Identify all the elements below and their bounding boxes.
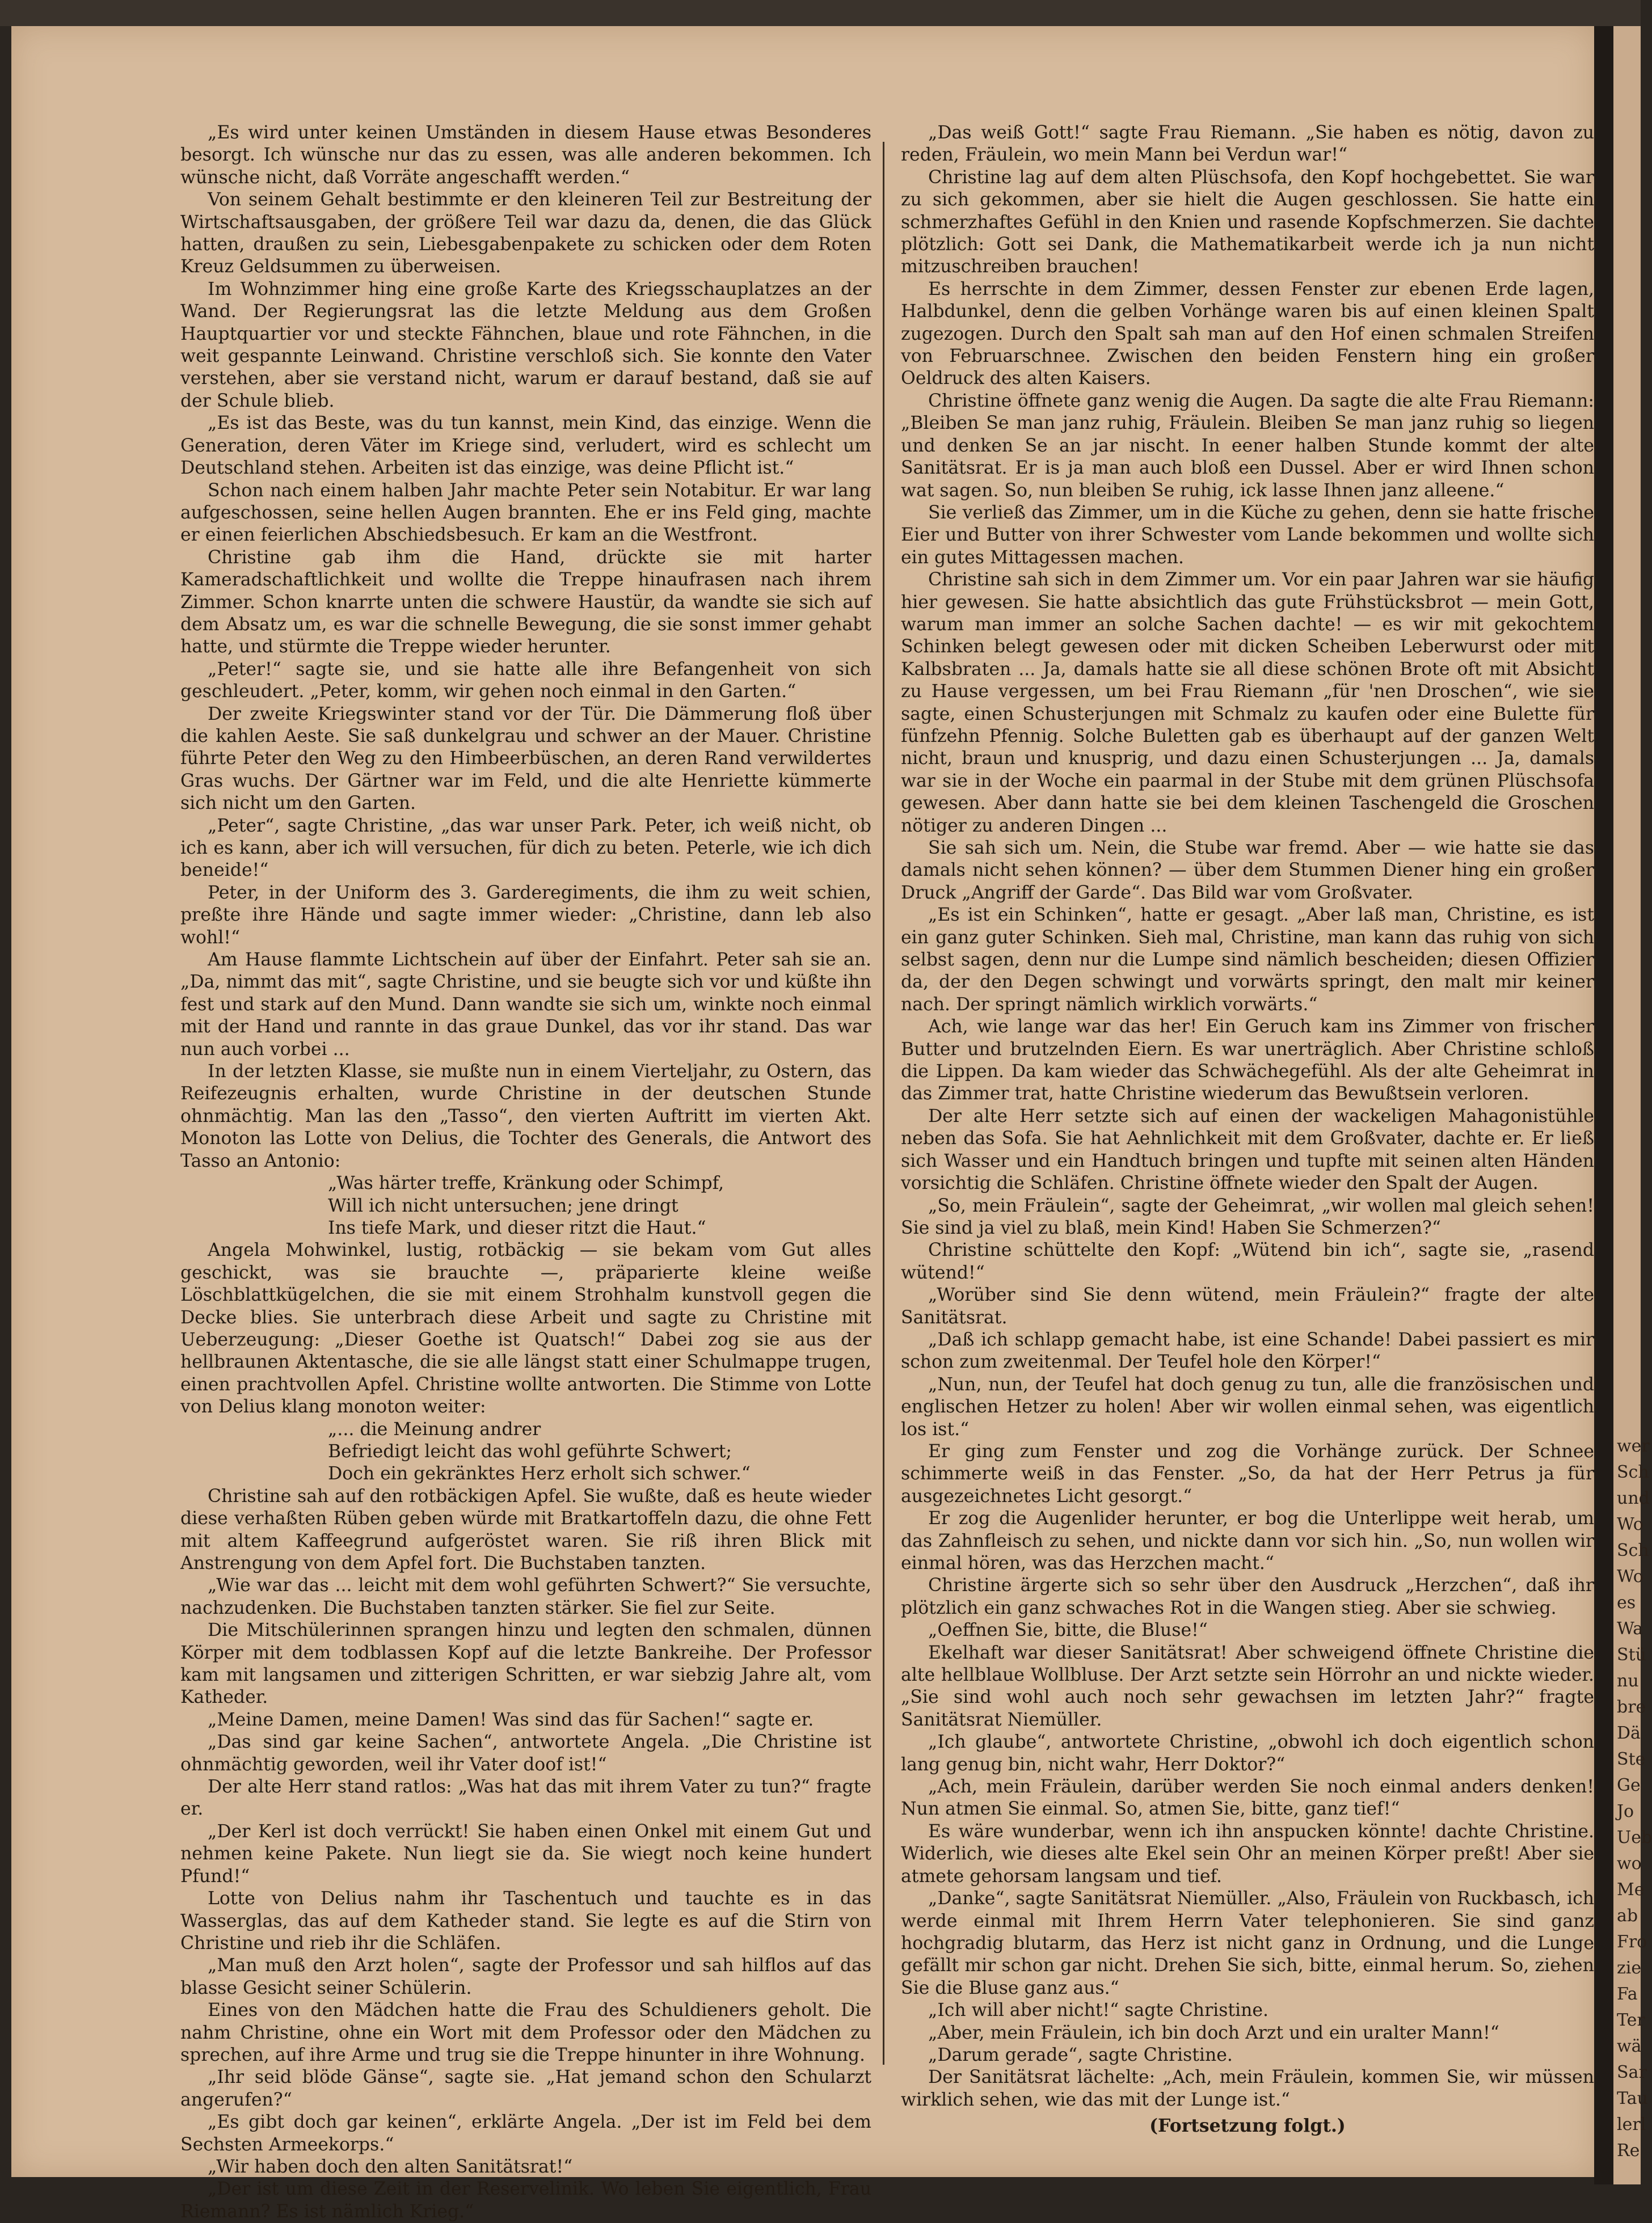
paragraph: Im Wohnzimmer hing eine große Karte des Kriegsschauplatzes an der Wand. Der Regierungsrat las die letzte Meldung aus dem Großen Hauptquartier vor und steckte Fähnchen, blaue und rote Fähnchen, in die weit gespannte Leinwand. Christine verschloß sich. Sie konnte den Vater verstehen, aber sie verstand nicht, warum er darauf bestand, daß sie auf der Schule blieb. <box>180 279 871 411</box>
verse-line: Doch ein gekränktes Herz erholt sich schwer.“ <box>328 1463 751 1484</box>
paragraph: „Es gibt doch gar keinen“, erklärte Angela. „Der ist im Feld bei dem Sechsten Armeekorps.“ <box>180 2112 871 2155</box>
paragraph: In der letzten Klasse, sie mußte nun in einem Vierteljahr, zu Ostern, das Reifezeugnis erhalten, wurde Christine in der deutschen Stunde ohnmächtig. Man las den „Tasso“, den vierten Auftritt im vierten Akt. Monoton las Lotte von Delius, die Tochter des Generals, die Antwort des Tasso an Antonio: <box>180 1061 871 1171</box>
continuation-note: (Fortsetzung folgt.) <box>1149 2115 1346 2137</box>
verse-line: „Was härter treffe, Kränkung oder Schimpf, <box>328 1173 724 1194</box>
paragraph: Der zweite Kriegswinter stand vor der Tür. Die Dämmerung floß über die kahlen Aeste. Sie saß dunkelgrau und schwer an der Mauer. Christine führte Peter den Weg zu den Himbeerbüschen, an deren Rand verwildertes Gras wuchs. Der Gärtner war im Feld, und die alte Henriette kümmerte sich nicht um den Garten. <box>180 703 871 814</box>
paragraph: „Oeffnen Sie, bitte, die Bluse!“ <box>928 1620 1208 1641</box>
paragraph: „Danke“, sagte Sanitätsrat Niemüller. „Also, Fräulein von Ruckbasch, ich werde einmal mit Ihrem Herrn Vater telephonieren. Sie sind ganz hochgradig blutarm, das Herz ist nicht ganz in Ordnung, und die Lunge gefällt mir schon gar nicht. Drehen Sie sich, bitte, einmal herum. So, ziehen Sie die Bluse ganz aus.“ <box>901 1888 1594 1998</box>
adjacent-page-fragment: wer <box>1617 1436 1650 1456</box>
left-text-column <box>180 122 871 2222</box>
adjacent-page-fragment: Wo <box>1617 1567 1643 1587</box>
paragraph: „Peter“, sagte Christine, „das war unser Park. Peter, ich weiß nicht, ob ich es kann, aber ich will versuchen, für dich zu beten. Peterle, wie ich dich beneide!“ <box>180 815 871 881</box>
right-text-column <box>901 122 1594 2137</box>
paragraph: Der Sanitätsrat lächelte: „Ach, mein Fräulein, kommen Sie, wir müssen wirklich sehen, wie das mit der Lunge ist.“ <box>901 2067 1594 2110</box>
paragraph: „Es ist das Beste, was du tun kannst, mein Kind, das einzige. Wenn die Generation, deren Väter im Kriege sind, verludert, wird es schlecht um Deutschland stehen. Arbeiten ist das einzige, was deine Pflicht ist.“ <box>180 413 871 479</box>
adjacent-page-fragment: und <box>1617 1488 1650 1508</box>
paragraph: Eines von den Mädchen hatte die Frau des Schuldieners geholt. Die nahm Christine, ohne ein Wort mit dem Professor oder den Mädchen zu sprechen, auf ihre Arme und trug sie die Treppe hinunter in ihre Wohnung. <box>180 2000 871 2065</box>
adjacent-page-fragment: Dä <box>1617 1723 1641 1743</box>
adjacent-page-fragment: Wo <box>1617 1515 1643 1534</box>
adjacent-page-fragment: Sch <box>1617 1462 1649 1482</box>
paragraph: „Es ist ein Schinken“, hatte er gesagt. „Aber laß man, Christine, es ist ein ganz guter Schinken. Sieh mal, Christine, man kann das ruhig von sich selbst sagen, denn nur die Lumpe sind nämlich bescheiden; diesen Offizier da, der den Degen schwingt und vorwärts springt, den malt mir keiner nach. Der springt nämlich wirklich vorwärts.“ <box>901 905 1594 1015</box>
paragraph: Christine sah sich in dem Zimmer um. Vor ein paar Jahren war sie häufig hier gewesen. Sie hatte absichtlich das gute Frühstücksbrot — mein Gott, warum man immer an solche Sachen dachte! — es wir mit gekochtem Schinken belegt gewesen oder mit dicken Scheiben Leberwurst oder mit Kalbsbraten ... Ja, damals hatte sie all diese schönen Brote oft mit Absicht zu Hause vergessen, um bei Frau Riemann „für 'nen Droschen“, wie sie sagte, einen Schusterjungen mit Schmalz zu kaufen oder eine Bulette für fünfzehn Pfennig. Solche Buletten gab es überhaupt auf der ganzen Welt nicht, braun und knusprig, und dazu einen Schusterjungen ... Ja, damals war sie in der Woche ein paarmal in der Stube mit dem grünen Plüschsofa gewesen. Aber dann hatte sie bei dem kleinen Taschengeld die Groschen nötiger zu anderen Dingen ... <box>901 570 1594 836</box>
paragraph: „Das sind gar keine Sachen“, antwortete Angela. „Die Christine ist ohnmächtig geworden, weil ihr Vater doof ist!“ <box>180 1732 871 1775</box>
paragraph: „Daß ich schlapp gemacht habe, ist eine Schande! Dabei passiert es mir schon zum zweitenmal. Der Teufel hole den Körper!“ <box>901 1329 1594 1373</box>
adjacent-page-fragment: Sch <box>1617 1541 1649 1560</box>
adjacent-page-fragment: lerl <box>1617 2115 1646 2135</box>
adjacent-page-fragment: wä <box>1617 2036 1642 2056</box>
column-divider <box>883 142 884 2065</box>
paragraph: Es wäre wunderbar, wenn ich ihn anspucken könnte! dachte Christine. Widerlich, wie dieses alte Ekel sein Ohr an meinen Körper preßt! Aber sie atmete gehorsam langsam und tief. <box>901 1821 1594 1887</box>
paragraph: Christine schüttelte den Kopf: „Wütend bin ich“, sagte sie, „rasend wütend!“ <box>901 1240 1594 1283</box>
paragraph: Am Hause flammte Lichtschein auf über der Einfahrt. Peter sah sie an. „Da, nimmt das mit“, sagte Christine, und sie beugte sich vor und küßte ihn fest und stark auf den Mund. Dann wandte sie sich um, winkte noch einmal mit der Hand und rannte in das graue Dunkel, das vor ihr stand. Das war nun auch vorbei ... <box>180 950 871 1060</box>
adjacent-page-fragment: es <box>1617 1593 1636 1613</box>
adjacent-page-fragment: nu <box>1617 1671 1639 1691</box>
paragraph: Der alte Herr setzte sich auf einen der wackeligen Mahagonistühle neben das Sofa. Sie hat Aehnlichkeit mit dem Großvater, dachte er. Er ließ sich Wasser und ein Handtuch bringen und tupfte mit seinen alten Händen vorsichtig die Schläfen. Christine öffnete wieder den Spalt der Augen. <box>901 1106 1594 1194</box>
adjacent-page-fragment: ab <box>1617 1906 1638 1926</box>
adjacent-page-fragment: Stü <box>1617 1645 1646 1665</box>
paragraph: „Ach, mein Fräulein, darüber werden Sie noch einmal anders denken! Nun atmen Sie einmal. So, atmen Sie, bitte, ganz tief!“ <box>901 1777 1594 1820</box>
paragraph: Er ging zum Fenster und zog die Vorhänge zurück. Der Schnee schimmerte weiß in das Fenster. „So, da hat der Herr Petrus ja für ausgezeichnetes Licht gesorgt.“ <box>901 1441 1594 1507</box>
verse-line: Ins tiefe Mark, und dieser ritzt die Haut.“ <box>328 1217 706 1238</box>
paragraph: Sie sah sich um. Nein, die Stube war fremd. Aber — wie hatte sie das damals nicht sehen können? — über dem Stummen Diener hing ein großer Druck „Angriff der Garde“. Das Bild war vom Großvater. <box>901 838 1594 903</box>
paragraph: Christine öffnete ganz wenig die Augen. Da sagte die alte Frau Riemann: „Bleiben Se man janz ruhig, Fräulein. Bleiben Se man janz ruhig so liegen und denken Se an jar nischt. In eener halben Stunde kommt der alte Sanitätsrat. Er is ja man auch bloß een Dussel. Aber er wird Ihnen schon wat sagen. So, nun bleiben Se ruhig, ick lasse Ihnen janz alleene.“ <box>901 390 1594 501</box>
paragraph: Der alte Herr stand ratlos: „Was hat das mit ihrem Vater zu tun?“ fragte er. <box>180 1777 871 1820</box>
paragraph: Sie verließ das Zimmer, um in die Küche zu gehen, denn sie hatte frische Eier und Butter von ihrer Schwester vom Lande bekommen und wollte sich ein gutes Mittagessen machen. <box>901 502 1594 568</box>
paragraph: Er zog die Augenlider herunter, er bog die Unterlippe weit herab, um das Zahnfleisch zu sehen, und nickte dann vor sich hin. „So, nun wollen wir einmal hören, was das Herzchen macht.“ <box>901 1508 1594 1574</box>
paragraph: „Man muß den Arzt holen“, sagte der Professor und sah hilflos auf das blasse Gesicht seiner Schülerin. <box>180 1955 871 1998</box>
adjacent-page-fragment: Ter <box>1617 2010 1645 2030</box>
verse-line: Will ich nicht untersuchen; jene dringt <box>328 1195 678 1216</box>
paragraph: „So, mein Fräulein“, sagte der Geheimrat, „wir wollen mal gleich sehen! Sie sind ja viel zu blaß, mein Kind! Haben Sie Schmerzen?“ <box>901 1195 1594 1238</box>
adjacent-page-fragment: Tau <box>1617 2089 1648 2108</box>
verse-line: „... die Meinung andrer <box>328 1419 541 1440</box>
paragraph: „Ich glaube“, antwortete Christine, „obwohl ich doch eigentlich schon lang genug bin, nicht wahr, Herr Doktor?“ <box>901 1732 1594 1775</box>
adjacent-page-strip <box>1613 26 1652 2184</box>
paragraph: Angela Mohwinkel, lustig, rotbäckig — sie bekam vom Gut alles geschickt, was sie brauchte —, präparierte kleine weiße Löschblattkügelchen, die sie mit einem Strohhalm kunstvoll gegen die Decke blies. Sie unterbrach diese Arbeit und sagte zu Christine mit Ueberzeugung: „Dieser Goethe ist Quatsch!“ Dabei zog sie aus der hellbraunen Aktentasche, die sie alle längst statt einer Schulmappe trugen, einen prachtvollen Apfel. Christine wollte antworten. Die Stimme von Lotte von Delius klang monoton weiter: <box>180 1240 871 1418</box>
paragraph: „Das weiß Gott!“ sagte Frau Riemann. „Sie haben es nötig, davon zu reden, Fräulein, wo mein Mann bei Verdun war!“ <box>901 123 1594 166</box>
paragraph: „Meine Damen, meine Damen! Was sind das für Sachen!“ sagte er. <box>208 1709 814 1730</box>
paragraph: „Worüber sind Sie denn wütend, mein Fräulein?“ fragte der alte Sanitätsrat. <box>901 1285 1594 1328</box>
paragraph: Lotte von Delius nahm ihr Taschentuch und tauchte es in das Wasserglas, das auf dem Katheder stand. Sie legte es auf die Stirn von Christine und rieb ihr die Schläfen. <box>180 1888 871 1954</box>
paragraph: „Aber, mein Fräulein, ich bin doch Arzt und ein uralter Mann!“ <box>928 2022 1499 2043</box>
paragraph: „Der Kerl ist doch verrückt! Sie haben einen Onkel mit einem Gut und nehmen keine Pakete. Nun liegt sie da. Sie wiegt noch keine hundert Pfund!“ <box>180 1821 871 1887</box>
adjacent-page-fragment: Ge <box>1617 1775 1641 1795</box>
scan-top-edge <box>0 0 1641 26</box>
paragraph: „Ihr seid blöde Gänse“, sagte sie. „Hat jemand schon den Schularzt angerufen?“ <box>180 2067 871 2110</box>
paragraph: Ach, wie lange war das her! Ein Geruch kam ins Zimmer von frischer Butter und brutzelnden Eiern. Es war unerträglich. Aber Christine schloß die Lippen. Da kam wieder das Schwächegefühl. Als der alte Geheimrat in das Zimmer trat, hatte Christine wiederum das Bewußtsein verloren. <box>901 1016 1594 1104</box>
adjacent-page-fragment: wo <box>1617 1854 1642 1874</box>
paragraph: Christine ärgerte sich so sehr über den Ausdruck „Herzchen“, daß ihr plötzlich ein ganz schwaches Rot in die Wangen stieg. Aber sie schwieg. <box>901 1575 1594 1618</box>
paragraph: Ekelhaft war dieser Sanitätsrat! Aber schweigend öffnete Christine die alte hellblaue Wollbluse. Der Arzt setzte sein Hörrohr an und nickte wieder. „Sie sind wohl auch noch sehr gewachsen im letzten Jahr?“ fragte Sanitätsrat Niemüller. <box>901 1642 1594 1730</box>
verse-line: Befriedigt leicht das wohl geführte Schwert; <box>328 1441 732 1462</box>
adjacent-page-fragment: Fa <box>1617 1984 1638 2004</box>
paragraph: „Ich will aber nicht!“ sagte Christine. <box>928 2000 1269 2021</box>
paragraph: „Nun, nun, der Teufel hat doch genug zu tun, alle die französischen und englischen Hetzer zu holen! Aber wir wollen einmal sehen, was eigentlich los ist.“ <box>901 1374 1594 1440</box>
paragraph: Schon nach einem halben Jahr machte Peter sein Notabitur. Er war lang aufgeschossen, seine hellen Augen brannten. Ehe er ins Feld ging, machte er einen feierlichen Abschiedsbesuch. Er kam an die Westfront. <box>180 480 871 546</box>
adjacent-page-fragment: zie <box>1617 1958 1642 1978</box>
adjacent-page-fragment: bre <box>1617 1697 1646 1717</box>
paragraph: Peter, in der Uniform des 3. Garderegiments, die ihm zu weit schien, preßte ihre Hände und sagte immer wieder: „Christine, dann leb also wohl!“ <box>180 882 871 948</box>
paragraph: „Der ist um diese Zeit in der Reservelinik. Wo leben Sie eigentlich, Frau Riemann? Es ist nämlich Krieg.“ <box>180 2179 871 2222</box>
paragraph: Christine sah auf den rotbäckigen Apfel. Sie wußte, daß es heute wieder diese verhaßten Rüben geben würde mit Bratkartoffeln dazu, die ohne Fett mit altem Kaffeegrund aufgeröstet waren. Sie riß ihren Blick mit Anstrengung von dem Apfel fort. Die Buchstaben tanzten. <box>180 1486 871 1574</box>
adjacent-page-fragment: Ueb <box>1617 1828 1652 1847</box>
paragraph: „Wie war das ... leicht mit dem wohl geführten Schwert?“ Sie versuchte, nachzudenken. Die Buchstaben tanzten stärker. Sie fiel zur Seite. <box>180 1575 871 1618</box>
paragraph: Es herrschte in dem Zimmer, dessen Fenster zur ebenen Erde lagen, Halbdunkel, denn die gelben Vorhänge waren bis auf einen kleinen Spalt zugezogen. Durch den Spalt sah man auf den Hof einen schmalen Streifen von Februarschnee. Zwischen den beiden Fenstern hing ein großer Oeldruck des alten Kaisers. <box>901 279 1594 389</box>
adjacent-page-fragment: Fro <box>1617 1932 1647 1952</box>
adjacent-page-fragment: Re <box>1617 2141 1640 2161</box>
paragraph: „Es wird unter keinen Umständen in diesem Hause etwas Besonderes besorgt. Ich wünsche nur das zu essen, was alle anderen bekommen. Ich wünsche nicht, daß Vorräte angeschafft werden.“ <box>180 123 871 188</box>
paragraph: „Darum gerade“, sagte Christine. <box>928 2044 1233 2065</box>
paragraph: „Wir haben doch den alten Sanitätsrat!“ <box>208 2156 573 2177</box>
adjacent-page-fragment: Me <box>1617 1880 1645 1900</box>
paragraph: Von seinem Gehalt bestimmte er den kleineren Teil zur Bestreitung der Wirtschaftsausgaben, der größere Teil war dazu da, denen, die das Glück hatten, draußen zu sein, Liebesgabenpakete zu schicken oder dem Roten Kreuz Geldsummen zu überweisen. <box>180 189 871 277</box>
paragraph: Christine lag auf dem alten Plüschsofa, den Kopf hochgebettet. Sie war zu sich gekommen, aber sie hielt die Augen geschlossen. Sie hatte ein schmerzhaftes Gefühl in den Knien und rasende Kopfschmerzen. Sie dachte plötzlich: Gott sei Dank, die Mathematikarbeit werde ich ja nun nicht mitzuschreiben brauchen! <box>901 167 1594 277</box>
adjacent-page-fragment: Wa <box>1617 1619 1643 1639</box>
paragraph: „Peter!“ sagte sie, und sie hatte alle ihre Befangenheit von sich geschleudert. „Peter, komm, wir gehen noch einmal in den Garten.“ <box>180 659 871 702</box>
binding-gutter <box>1594 26 1613 2184</box>
paragraph: Die Mitschülerinnen sprangen hinzu und legten den schmalen, dünnen Körper mit dem todblassen Kopf auf die letzte Bankreihe. Der Professor kam mit langsamen und zitterigen Schritten, er war siebzig Jahre alt, vom Katheder. <box>180 1620 871 1708</box>
adjacent-page-fragment: Sar <box>1617 2062 1647 2082</box>
paragraph: Christine gab ihm die Hand, drückte sie mit harter Kameradschaftlichkeit und wollte die Treppe hinaufrasen nach ihrem Zimmer. Schon knarrte unten die schwere Haustür, da wandte sie sich auf dem Absatz um, es war die schnelle Bewegung, die sie sonst immer gehabt hatte, und stürmte die Treppe wieder herunter. <box>180 547 871 657</box>
adjacent-page-fragment: Ste <box>1617 1749 1646 1769</box>
adjacent-page-fragment: Jo <box>1617 1802 1634 1821</box>
